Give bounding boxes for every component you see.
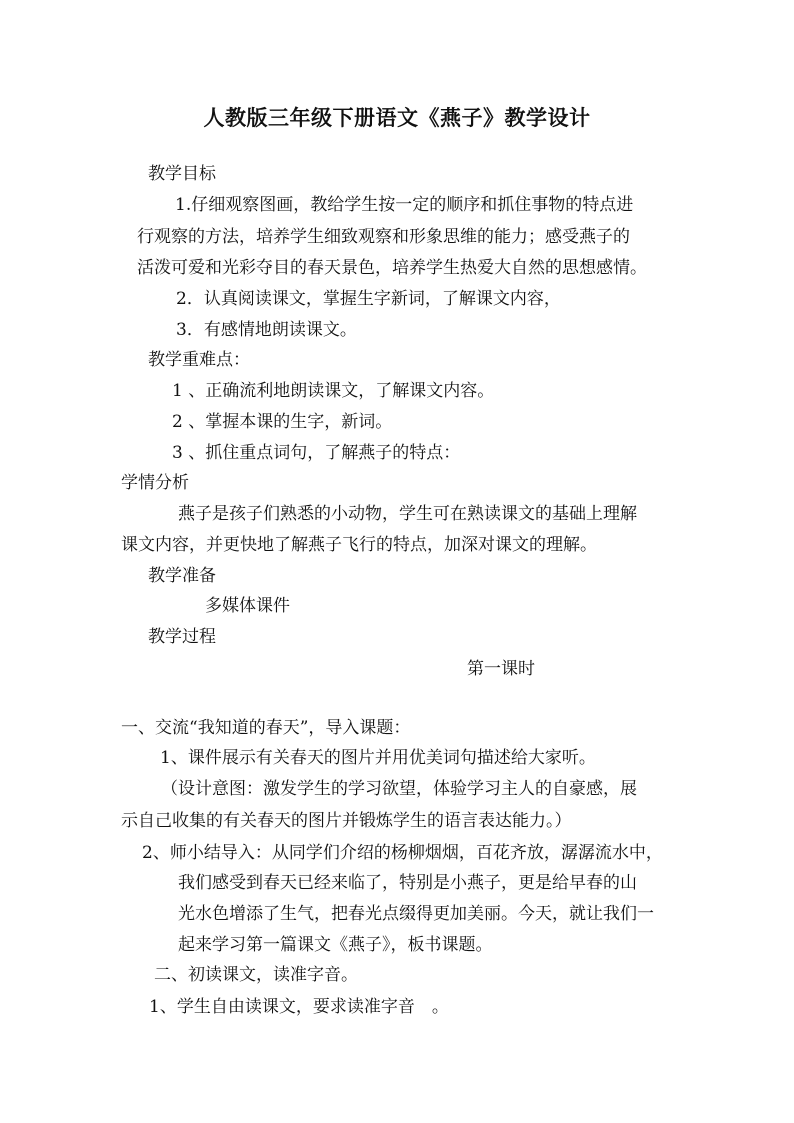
paragraph-line: 示自己收集的有关春天的图片并锻炼学生的语言表达能力。）	[121, 811, 572, 831]
paragraph-line: 3．有感情地朗读课文。	[176, 320, 357, 340]
paragraph-line: 行观察的方法，培养学生细致观察和形象思维的能力；感受燕子的	[137, 227, 630, 247]
section-heading: 一、交流“我知道的春天”，导入课题：	[121, 718, 411, 738]
paragraph-line: 1、学生自由读课文，要求读准字音 。	[149, 997, 449, 1017]
paragraph-line: 燕子是孩子们熟悉的小动物，学生可在熟读课文的基础上理解	[178, 504, 637, 524]
heading-teaching-preparation: 教学准备	[148, 566, 216, 586]
paragraph-line: 2．认真阅读课文，掌握生字新词，了解课文内容，	[176, 289, 561, 309]
paragraph-line: 起来学习第一篇课文《燕子》，板书课题。	[178, 935, 493, 955]
list-item: 3 、抓住重点词句，了解燕子的特点：	[172, 443, 461, 463]
paragraph-line: 1.仔细观察图画，教给学生按一定的顺序和抓住事物的特点进	[175, 195, 634, 215]
list-item: 1 、正确流利地朗读课文，了解课文内容。	[172, 381, 495, 401]
paragraph-line: 1、课件展示有关春天的图片并用优美词句描述给大家听。	[160, 748, 596, 768]
document-title: 人教版三年级下册语文《燕子》教学设计	[203, 105, 591, 130]
list-item: 2 、掌握本课的生字，新词。	[172, 412, 393, 432]
paragraph-line: 光水色增添了生气，把春光点缀得更加美丽。今天，就让我们一	[178, 904, 654, 924]
paragraph-line: 课文内容，并更快地了解燕子飞行的特点，加深对课文的理解。	[121, 535, 597, 555]
paragraph-line: 我们感受到春天已经来临了，特别是小燕子，更是给早春的山	[178, 873, 637, 893]
heading-key-points: 教学重难点：	[148, 350, 250, 370]
heading-teaching-goals: 教学目标	[148, 164, 216, 184]
paragraph-line: （设计意图：激发学生的学习欲望，体验学习主人的自豪感，展	[161, 779, 637, 799]
paragraph-line: 多媒体课件	[205, 596, 290, 616]
paragraph-line: 2、师小结导入：从同学们介绍的杨柳烟烟，百花齐放，潺潺流水中，	[142, 843, 663, 863]
paragraph-line: 活泼可爱和光彩夺目的春天景色，培养学生热爱大自然的思想感情。	[137, 258, 647, 278]
heading-learner-analysis: 学情分析	[121, 473, 189, 493]
heading-teaching-process: 教学过程	[148, 627, 216, 647]
section-heading: 二、初读课文，读准字音。	[154, 965, 358, 985]
section-heading-lesson-one: 第一课时	[467, 659, 535, 679]
